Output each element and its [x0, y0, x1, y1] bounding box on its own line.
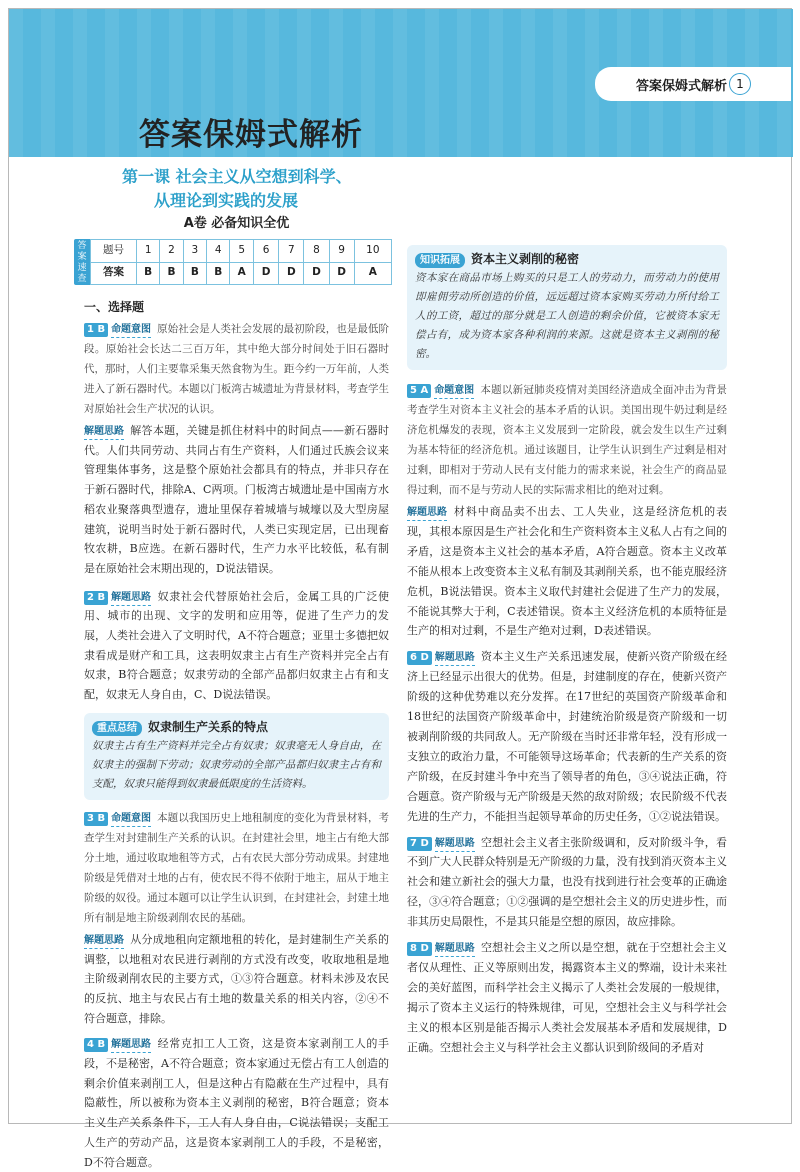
lesson-title [84, 165, 389, 213]
question-number: 6 D [407, 651, 432, 665]
answer-table-answer: A [354, 262, 391, 285]
answer-table-tag: 答案速查 [74, 239, 90, 285]
answer-table-answer: D [279, 262, 304, 285]
question-6 [407, 647, 727, 826]
header-stripe [553, 9, 567, 157]
header-stripe [9, 9, 23, 157]
question-number: 4 B [84, 1038, 108, 1052]
answer-table-answer: B [183, 262, 206, 285]
header-stripe [521, 9, 535, 157]
reasoning-text: 奴隶社会代替原始社会后，金属工具的广泛使用、城市的出现、文字的发明和应用等，促进了生产力的发展，人类社会进入了文明时代，A不符合题意；亚里士多德把奴隶看成是财产和工具，这表明奴隶主占有生产资料并完全占有奴隶，B符合题意；奴隶劳动的全部产品都归奴隶主占有和支配，奴隶无人身自由，C、D说法错误。 [84, 589, 389, 702]
answer-table-answer: B [207, 262, 230, 285]
answer-table-number: 8 [304, 240, 329, 263]
box-title: 奴隶制生产关系的特点 [148, 719, 269, 734]
intent-text: 原始社会是人类社会发展的最初阶段，也是最低阶段。原始社会长达二三百万年，其中绝大部分时间处于旧石器时代，那时，人们主要靠采集天然食物为生。距今约一万年前，人类进入了新石器时代。本题以门板湾古城遗址为背景材料，考查学生对原始社会生产状况的认识。 [84, 323, 389, 415]
answer-table-answer: D [254, 262, 279, 285]
reasoning-text: 经常克扣工人工资，这是资本家剥削工人的手段，不是秘密，A不符合题意；资本家通过无偿占有工人创造的剩余价值来剥削工人，但是这种占有隐蔽在生产过程中，具有隐蔽性，所以被称为资本主义剥削的秘密，B符合题意；资本主义生产关系条件下，工人有人身自由，C说法错误；支配工人生产的劳动产品，这是资本家剥削工人的手段，不是秘密，D不符合题意。 [84, 1037, 389, 1169]
question-number: 5 A [407, 384, 431, 398]
reasoning-text: 材料中商品卖不出去、工人失业，这是经济危机的表现，其根本原因是生产社会化和生产资料资本主义私人占有之间的矛盾，这是资本主义社会的基本矛盾，A符合题意。资本主义改革不能从根本上改变资本主义私有制及其剥削关系，也不能克服经济危机，B说法错误。资本主义取代封建社会促进了生产力的发展，不能说其弊大于利，C表述错误。资本主义经济危机的本质特征是生产的相对过剩，不是生产绝对过剩，D表述错误。 [407, 505, 727, 638]
box-text: 奴隶主占有生产资料并完全占有奴隶；奴隶毫无人身自由，在奴隶主的强制下劳动；奴隶劳动的全部产品都归奴隶主占有和支配，奴隶只能得到奴隶最低限度的生活资料。 [92, 739, 381, 790]
box-text: 资本家在商品市场上购买的只是工人的劳动力，而劳动力的使用即雇佣劳动所创造的价值，远远超过资本家购买劳动力所付给工人的工资，超过的部分就是工人创造的剩余价值，它被资本家无偿占有，成为资本家各种利润的来源。这就是资本主义剥削的秘密。 [415, 272, 719, 360]
question-1-reasoning [84, 421, 389, 579]
question-7 [407, 833, 727, 933]
reasoning-text: 资本主义生产关系迅速发展，使新兴资产阶级在经济上已经显示出很大的优势。但是，封建制度的存在，使新兴资产阶级的这种优势难以充分发挥。在17世纪的英国资产阶级革命和18世纪的法国资产阶级革命中，封建统治阶级是资产阶级和一切被剥削阶级的共同敌人。无产阶级在当时还非常年轻，没有形成一支独立的政治力量，不可能领导这场革命；代表新的生产关系的资产阶级，在反封建斗争中充当了领导者的角色，③④说法正确，符合题意。资产阶级与无产阶级是天然的敌对阶级；农民阶级不代表先进的生产力，不能担当起领导革命的历史任务，①②说法错误。 [407, 650, 727, 823]
label-tag: 解题思路 [84, 934, 124, 949]
main-title: 答案保姆式解析 [139, 117, 363, 153]
answer-quick-check [74, 239, 392, 285]
key-summary-box [84, 713, 389, 800]
label-tag: 解题思路 [84, 425, 124, 440]
answer-table-number: 10 [354, 240, 391, 263]
box-title: 资本主义剥削的秘密 [471, 252, 580, 266]
lesson-title-line1: 第一课 社会主义从空想到科学、 [122, 167, 352, 186]
label-tag: 解题思路 [111, 1038, 151, 1053]
label-tag: 命题意图 [434, 384, 474, 399]
box-heading [415, 249, 719, 269]
box-tag: 知识拓展 [415, 253, 465, 268]
question-3-reasoning [84, 930, 389, 1029]
answer-table [90, 239, 392, 285]
section-heading: 一、选择题 [84, 300, 145, 314]
question-number: 7 D [407, 837, 432, 851]
header-stripe [457, 9, 471, 157]
header-stripe [393, 9, 407, 157]
answer-table-answer: D [329, 262, 354, 285]
reasoning-text: 空想社会主义者主张阶级调和，反对阶级斗争，看不到广大人民群众特别是无产阶级的力量，没有找到消灭资本主义社会和建立新社会的强大力量，也没有找到进行社会变革的正确途径，③④符合题意；①②强调的是空想社会主义的历史进步性，而非其历史局限性，不是其只能是空想的原因，故应排除。 [407, 835, 727, 929]
answer-table-answer: B [160, 262, 183, 285]
question-1 [84, 319, 389, 419]
question-4 [84, 1034, 389, 1172]
label-tag: 解题思路 [435, 942, 475, 957]
question-3 [84, 808, 389, 928]
label-tag: 解题思路 [111, 591, 151, 606]
lesson-title-line2: 从理论到实践的发展 [154, 191, 299, 210]
answer-table-number: 7 [279, 240, 304, 263]
label-tag: 解题思路 [435, 837, 475, 852]
page-number: 1 [729, 73, 751, 95]
answer-table-answer: A [230, 262, 254, 285]
question-5 [407, 380, 727, 500]
answer-table-number: 6 [254, 240, 279, 263]
label-tag: 解题思路 [407, 506, 447, 521]
paper-subtitle: A卷 必备知识全优 [183, 216, 290, 231]
reasoning-text: 解答本题，关键是抓住材料中的时间点——新石器时代。人们共同劳动、共同占有生产资料，人们通过氏族会议来管理集体事务，这是整个原始社会都具有的特点，并非只存在于新石器时代，排除A、C两项。门板湾古城遗址是中国南方水稻农业聚落典型遗存，遗址里保存着城墙与城壕以及大型房屋建筑，说明当时处于新石器时代，人类已实现定居，已出现畜牧农耕，B应选。在新石器时代，生产力水平比较低，私有制是在原始社会末期出现的，D说法错误。 [84, 424, 389, 575]
left-column [77, 165, 389, 1172]
answer-table-number: 9 [329, 240, 354, 263]
question-2 [84, 587, 389, 705]
question-8 [407, 938, 727, 1057]
answer-table-answer: D [304, 262, 329, 285]
right-column [407, 157, 727, 1057]
label-tag: 解题思路 [435, 651, 475, 666]
header-stripe [361, 9, 375, 157]
answer-table-number: 3 [183, 240, 206, 263]
answer-table-answer: B [137, 262, 160, 285]
header-stripe [73, 9, 87, 157]
answer-table-number: 1 [137, 240, 160, 263]
reasoning-text: 空想社会主义之所以是空想，就在于空想社会主义者仅从理性、正义等原则出发，揭露资本主义的弊端，设计未来社会的美好蓝图，而科学社会主义揭示了人类社会发展的一般规律，揭示了资本主义运行的特殊规律，可见，空想社会主义与科学社会主义的根本区别是能否揭示人类社会发展基本矛盾和发展规律，D正确。空想社会主义与科学社会主义都认识到阶级间的矛盾对 [407, 941, 727, 1054]
intent-text: 本题以新冠肺炎疫情对美国经济造成全面冲击为背景考查学生对资本主义社会的基本矛盾的认识。美国出现牛奶过剩是经济危机爆发的表现，资本主义发展到一定阶段，就会发生以生产过剩为基本特征的经济危机。通过该题目，让学生认识到生产过剩是相对过剩，即相对于劳动人民有支付能力的需求来说，社会生产的商品显得过剩，而不是与劳动人民的实际需求相比的绝对过剩。 [407, 384, 727, 496]
box-heading [92, 717, 381, 737]
question-number: 1 B [84, 323, 108, 337]
header-stripe [41, 9, 55, 157]
answer-table-header-label: 题号 [91, 240, 137, 263]
header-stripe [105, 9, 119, 157]
question-number: 3 B [84, 812, 108, 826]
question-5-reasoning [407, 502, 727, 641]
question-number: 8 D [407, 942, 432, 956]
page-frame [8, 8, 792, 1169]
header-stripe [489, 9, 503, 157]
label-tag: 命题意图 [111, 812, 151, 827]
reasoning-text: 从分成地租向定额地租的转化，是封建制生产关系的调整，以地租对农民进行剥削的方式没有改变，收取地租是地主阶级剥削农民的主要方式，①③符合题意。材料未涉及农民的反抗、地主与农民占有土地的数量关系的相关内容，②④不符合题意，排除。 [84, 932, 389, 1025]
answer-table-number: 5 [230, 240, 254, 263]
header-stripe [425, 9, 439, 157]
knowledge-extension-box [407, 245, 727, 370]
box-tag: 重点总结 [92, 721, 142, 736]
label-tag: 命题意图 [111, 323, 151, 338]
answer-table-answer-label: 答案 [91, 262, 137, 285]
answer-table-number: 2 [160, 240, 183, 263]
answer-table-number: 4 [207, 240, 230, 263]
running-header-title: 答案保姆式解析 [635, 79, 727, 94]
intent-text: 本题以我国历史上地租制度的变化为背景材料，考查学生对封建制生产关系的认识。在封建社会里，地主占有绝大部分土地，通过收取地租等方式，占有农民大部分劳动成果。封建地阶级是凭借对土地的占有，使农民不得不依附于地主，屈从于地主阶级的奴役。通过本题可以让学生认识到，在封建社会，封建土地所有制是地主阶级剥削农民的基础。 [84, 811, 389, 924]
question-number: 2 B [84, 591, 108, 605]
